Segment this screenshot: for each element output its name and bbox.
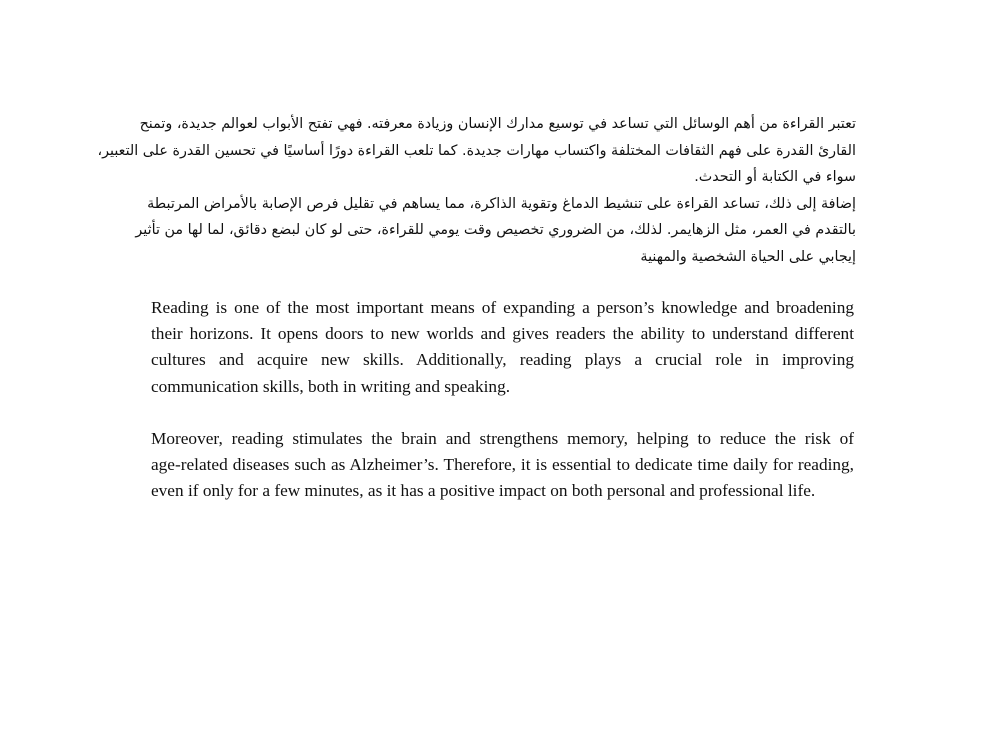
english-line: communication skills, both in writing and speaking. bbox=[151, 376, 511, 396]
arabic-line: إيجابي على الحياة الشخصية والمهنية bbox=[640, 248, 856, 265]
arabic-line: تعتبر القراءة من أهم الوسائل التي تساعد في توسيع مدارك الإنسان وزيادة معرفته. فهي تفتح الأبواب لعوالم جديدة، وتمنح bbox=[139, 116, 856, 132]
arabic-line: بالتقدم في العمر، مثل الزهايمر. لذلك، من الضروري تخصيص وقت يومي للقراءة، حتى لو كان لبضع دقائق، لما لها من تأثير bbox=[135, 222, 856, 238]
arabic-line: القارئ القدرة على فهم الثقافات المختلفة واكتساب مهارات جديدة. كما تلعب القراءة دورًا أساسيًا في تحسين القدرة على التعبير، bbox=[97, 142, 856, 159]
arabic-line: سواء في الكتابة أو التحدث. bbox=[694, 169, 856, 185]
english-line: their horizons. It opens doors to new worlds and gives readers the ability to understand different bbox=[151, 324, 854, 344]
english-line: Moreover, reading stimulates the brain and strengthens memory, helping to reduce the risk of bbox=[151, 429, 854, 448]
english-paragraph-1 bbox=[151, 295, 854, 400]
english-line: cultures and acquire new skills. Additionally, reading plays a crucial role in improving bbox=[151, 350, 854, 370]
english-line: age-related diseases such as Alzheimer’s. Therefore, it is essential to dedicate time daily for reading, bbox=[151, 455, 854, 475]
english-paragraph-2 bbox=[151, 426, 854, 505]
arabic-line: إضافة إلى ذلك، تساعد القراءة على تنشيط الدماغ وتقوية الذاكرة، مما يساهم في تقليل فرص الإصابة بالأمراض المرتبطة bbox=[147, 195, 856, 212]
english-line: Reading is one of the most important means of expanding a person’s knowledge and broadening bbox=[151, 298, 854, 317]
english-line: even if only for a few minutes, as it has a positive impact on both personal and professional life. bbox=[151, 481, 816, 501]
arabic-text-block bbox=[97, 111, 856, 270]
